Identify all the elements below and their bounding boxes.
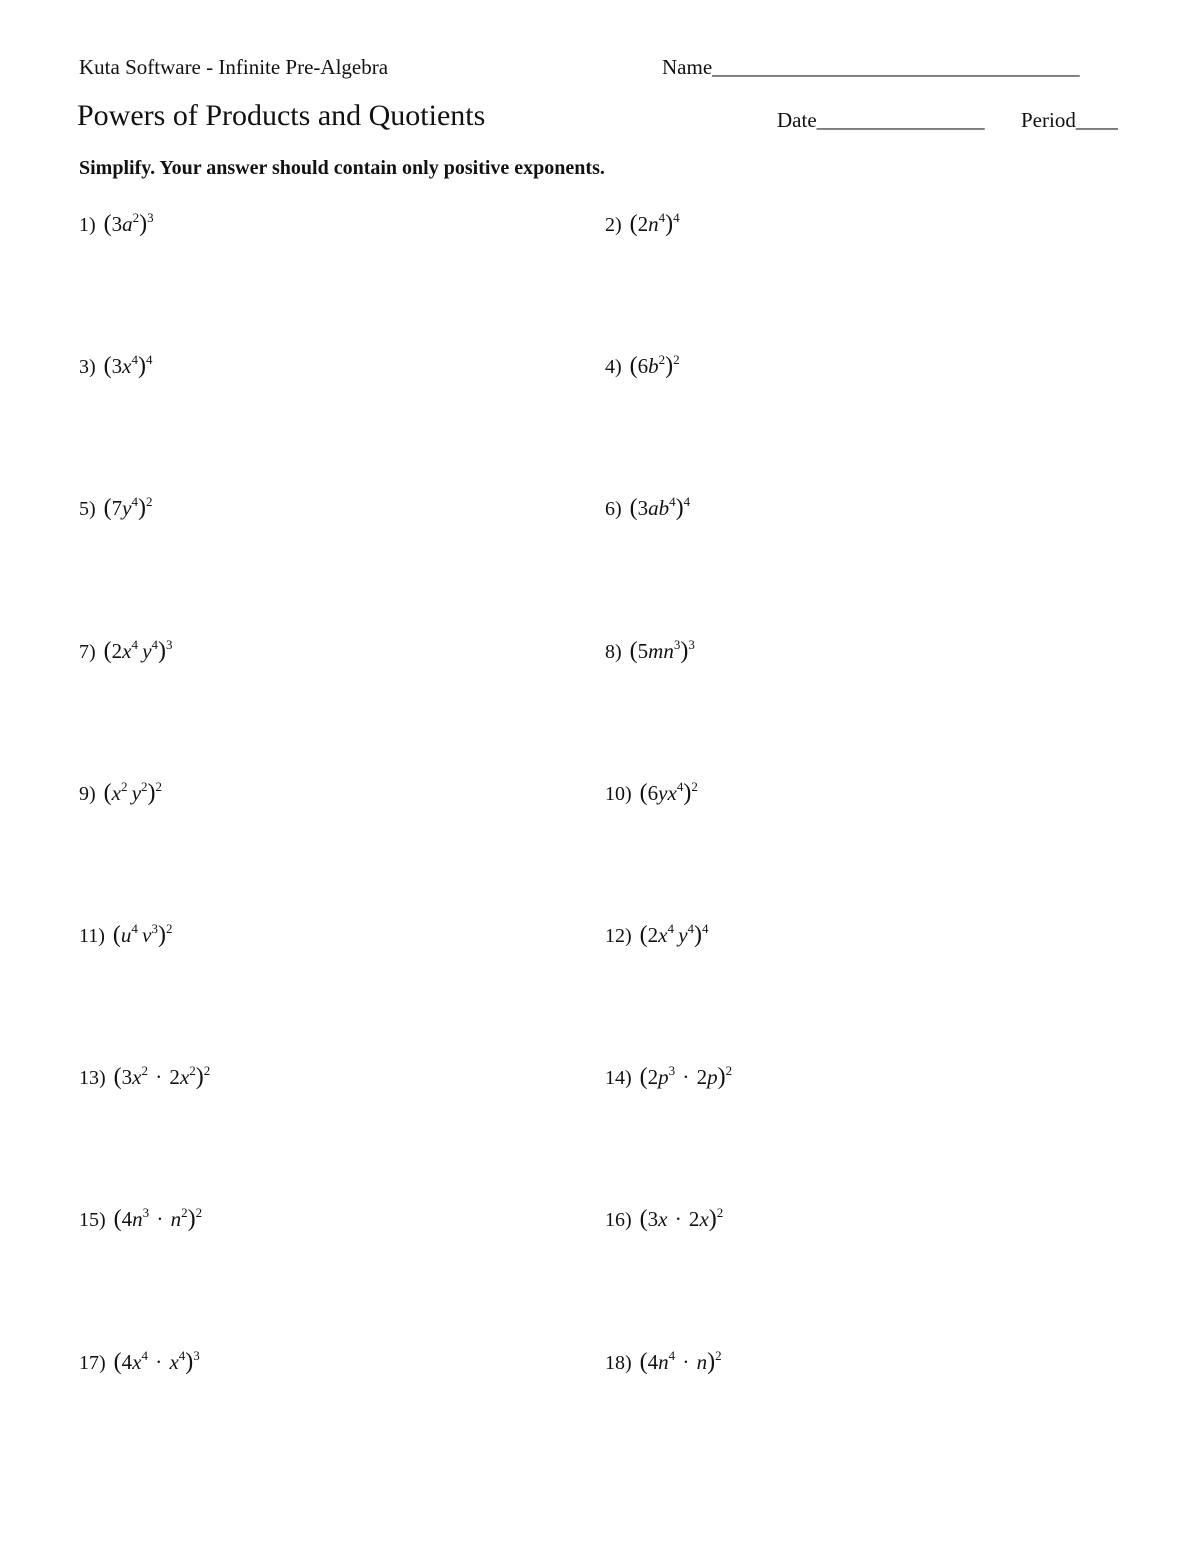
problem-item (79, 495, 153, 522)
problem-item (79, 1206, 202, 1233)
problem-item (605, 1064, 732, 1091)
problem-expression: $(3a^2)^3$ (103, 210, 154, 237)
problem-expression: $(5mn^3)^3$ (629, 636, 695, 664)
problem-expression: $(3ab^4)^4$ (629, 494, 691, 522)
problem-number: 2) (605, 214, 622, 236)
problem-number: 18) (605, 1351, 632, 1374)
period-field: Period____ (1021, 108, 1118, 132)
problem-item (605, 1349, 722, 1376)
problem-expression: ($u^4$ $v^3)^2$ (112, 921, 173, 948)
problem-item (605, 495, 690, 522)
problem-number: 12) (605, 925, 632, 947)
problem-expression: $(4x^4 \cdot x^4)^3$ (113, 1347, 200, 1375)
problem-expression: $(2p^3 \cdot 2p)^2$ (639, 1063, 733, 1091)
problem-item (79, 780, 162, 807)
problem-expression: $(3x^4)^4$ (103, 352, 153, 380)
problem-expression: $(6yx^4)^2$ (639, 778, 698, 806)
problem-number: 4) (605, 356, 622, 379)
problem-item (605, 1206, 723, 1233)
problem-expression: $(4n^3 \cdot n^2)^2$ (113, 1205, 203, 1233)
problem-item (79, 1064, 210, 1091)
problem-item (79, 211, 154, 238)
problem-item (79, 1349, 200, 1376)
problem-number: 7) (79, 640, 96, 663)
date-field: Date________________ (777, 108, 985, 132)
name-field: Name___________________________________ (662, 55, 1080, 79)
problem-expression: ($2x^4$ $y^4)^3$ (103, 636, 173, 664)
problem-expression: $(3x \cdot 2x)^2$ (639, 1205, 724, 1233)
problem-item (605, 638, 695, 665)
problem-number: 15) (79, 1209, 106, 1232)
problem-number: 3) (79, 356, 96, 379)
problem-number: 14) (605, 1067, 632, 1090)
problem-item (605, 780, 698, 807)
problem-number: 13) (79, 1067, 106, 1090)
problem-number: 11) (79, 925, 105, 947)
page-title: Powers of Products and Quotients (77, 99, 486, 132)
problem-expression: ($x^2$ $y^2)^2$ (103, 778, 163, 806)
problem-item (79, 922, 172, 949)
worksheet-source: Kuta Software - Infinite Pre-Algebra (79, 55, 389, 79)
problem-number: 5) (79, 498, 96, 521)
problem-number: 9) (79, 782, 96, 805)
problem-number: 17) (79, 1351, 106, 1374)
problem-number: 10) (605, 782, 632, 805)
problem-expression: $(6b^2)^2$ (629, 352, 680, 380)
problem-item (605, 922, 709, 949)
problem-number: 8) (605, 640, 622, 663)
problem-expression: $(7y^4)^2$ (103, 494, 153, 522)
problem-item (605, 211, 680, 238)
problem-expression: $(4n^4 \cdot n)^2$ (639, 1347, 722, 1375)
problem-expression: $(3x^2 \cdot 2x^2)^2$ (113, 1063, 211, 1091)
problem-item (79, 353, 153, 380)
problem-item (79, 638, 173, 665)
problem-number: 16) (605, 1209, 632, 1232)
problem-number: 6) (605, 498, 622, 521)
instructions: Simplify. Your answer should contain only positive exponents. (79, 157, 605, 179)
problem-expression: ($2x^4$ $y^4)^4$ (639, 921, 709, 948)
problem-number: 1) (79, 214, 96, 236)
problem-expression: $(2n^4)^4$ (629, 210, 680, 237)
problem-item (605, 353, 680, 380)
